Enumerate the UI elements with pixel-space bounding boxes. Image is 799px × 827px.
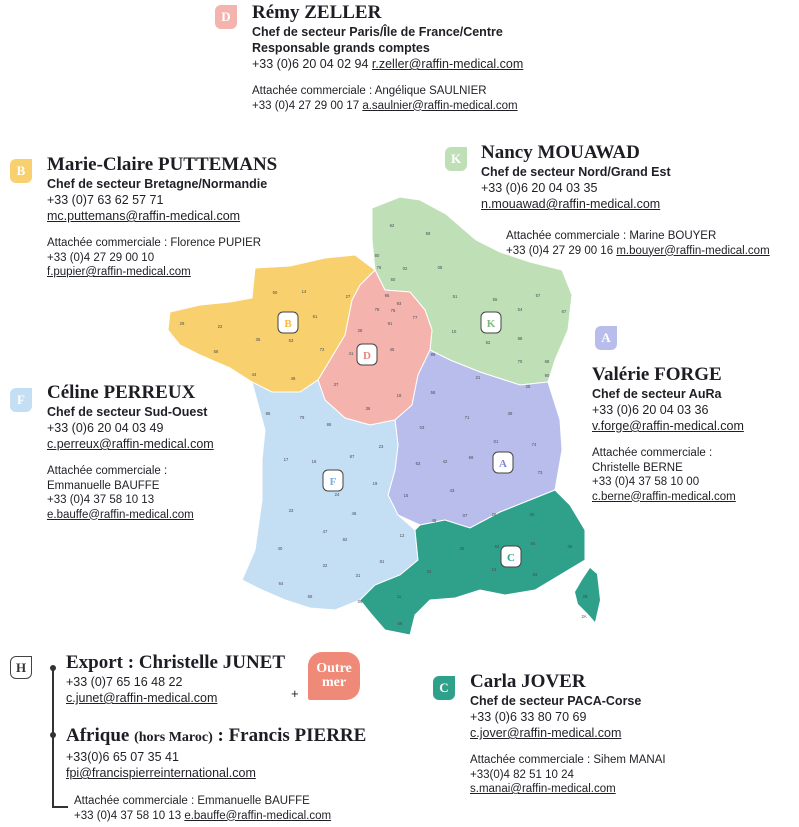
assistant-email-link[interactable]: e.bauffe@raffin-medical.com [47, 508, 194, 521]
contact-nancy [481, 142, 671, 212]
department-label: 70 [517, 359, 523, 364]
map-badge-k [481, 312, 501, 333]
department-label: 16 [311, 459, 317, 464]
contact-celine [47, 382, 214, 522]
department-label: 55 [492, 297, 498, 302]
assistant-phone: +33 (0)4 27 29 00 17 [252, 99, 360, 112]
department-label: 10 [451, 329, 457, 334]
assistant-name: Emmanuelle BAUFFE [47, 479, 160, 492]
department-label: 34 [426, 569, 432, 574]
department-label: 62 [389, 223, 395, 228]
department-label: 2B [582, 594, 588, 599]
assistant-name: Attachée commerciale : Sihem MANAI [470, 754, 666, 766]
department-label: 58 [430, 390, 436, 395]
email-link[interactable]: mc.puttemans@raffin-medical.com [47, 209, 241, 223]
assistant-phone: +33 (0)4 27 29 00 10 [47, 251, 155, 264]
department-label: 66 [397, 621, 403, 626]
email-link[interactable]: r.zeller@raffin-medical.com [371, 57, 524, 71]
department-label: 40 [277, 546, 283, 551]
department-label: 24 [334, 492, 340, 497]
badge-a: A [595, 326, 617, 350]
department-label: 06 [567, 544, 573, 549]
department-label: 52 [485, 340, 491, 345]
department-label: 73 [537, 470, 543, 475]
department-label: 41 [348, 351, 354, 356]
department-label: 49 [290, 376, 296, 381]
department-label: 01 [493, 439, 499, 444]
department-label: 68 [544, 359, 550, 364]
department-label: 72 [319, 347, 325, 352]
department-label: 03 [419, 425, 425, 430]
department-label: 93 [396, 301, 402, 306]
svg-text:C: C [507, 552, 515, 564]
department-label: 76 [376, 265, 382, 270]
department-label: 67 [561, 309, 567, 314]
department-label: 88 [517, 336, 523, 341]
assistant-email-link[interactable]: e.bauffe@raffin-medical.com [184, 809, 332, 822]
department-label: 82 [342, 537, 348, 542]
department-label: 54 [517, 307, 523, 312]
contact-role-2: Responsable grands comptes [252, 41, 430, 55]
plus-sign: + [291, 686, 299, 701]
department-label: 80 [374, 253, 380, 258]
department-label: 64 [278, 581, 284, 586]
department-label: 71 [464, 415, 470, 420]
department-label: 86 [326, 422, 332, 427]
department-label: 11 [396, 594, 402, 599]
contact-name: Afrique (hors Maroc) : Francis PIERRE [66, 725, 367, 746]
bracket-foot [52, 806, 68, 808]
badge-d: D [215, 5, 237, 29]
assistant-phone: +33 (0)4 37 58 10 13 [47, 494, 155, 506]
department-label: 59 [425, 231, 431, 236]
department-label: 02 [402, 266, 408, 271]
assistant-afrique [74, 794, 331, 823]
department-label: 87 [349, 454, 355, 459]
outre-mer-line-2: mer [321, 675, 347, 690]
assistant-phone: +33 (0)4 27 29 00 16 [506, 244, 614, 257]
department-label: 08 [437, 265, 443, 270]
assistant-email-link[interactable]: c.berne@raffin-medical.com [592, 490, 736, 503]
department-label: 79 [299, 415, 305, 420]
department-label: 74 [531, 442, 537, 447]
badge-c: C [433, 676, 455, 700]
department-label: 50 [272, 290, 278, 295]
department-label: 44 [251, 372, 257, 377]
department-label: 22 [217, 324, 223, 329]
badge-f: F [10, 388, 32, 412]
department-label: 18 [396, 393, 402, 398]
email-link[interactable]: c.jover@raffin-medical.com [470, 726, 622, 740]
department-label: 36 [365, 406, 371, 411]
department-label: 89 [430, 352, 436, 357]
svg-text:K: K [486, 318, 496, 330]
department-label: 15 [403, 493, 409, 498]
svg-text:D: D [363, 350, 371, 362]
svg-text:B: B [284, 318, 292, 330]
email-link[interactable]: c.perreux@raffin-medical.com [47, 437, 214, 451]
department-label: 61 [312, 314, 318, 319]
department-label: 32 [322, 563, 328, 568]
email-link[interactable]: c.junet@raffin-medical.com [66, 691, 218, 705]
department-label: 39 [507, 411, 513, 416]
department-label: 78 [374, 307, 380, 312]
svg-text:A: A [499, 458, 507, 470]
department-label: 23 [378, 444, 384, 449]
department-label: 85 [265, 411, 271, 416]
contact-name: Marie-Claire PUTTEMANS [47, 154, 278, 175]
map-badge-c [501, 546, 521, 567]
department-label: 12 [399, 533, 405, 538]
contact-name: Rémy ZELLER [252, 2, 382, 23]
department-label: 29 [179, 321, 185, 326]
phone: +33 (0)6 20 04 03 49 [47, 421, 164, 435]
assistant-line [506, 244, 770, 259]
contact-marie [47, 154, 277, 280]
department-label: 35 [255, 337, 261, 342]
svg-text:F: F [329, 476, 337, 488]
outre-mer-line-1: Outre [316, 661, 352, 676]
department-label: 42 [442, 459, 448, 464]
contact-carla [470, 671, 666, 797]
contact-valerie [592, 364, 744, 504]
department-label: 51 [452, 294, 458, 299]
phone: +33 (0)6 20 04 02 94 [252, 57, 369, 71]
department-label: 46 [351, 511, 357, 516]
department-label: 81 [379, 559, 385, 564]
department-label: 47 [322, 529, 328, 534]
department-label: 75 [390, 308, 396, 313]
outre-mer-badge [308, 652, 360, 700]
assistant-name: Attachée commerciale : Angélique SAULNIER [252, 85, 487, 97]
contact-role: Chef de secteur PACA-Corse [470, 694, 642, 708]
assistant-name: Attachée commerciale : Emmanuelle BAUFFE [74, 795, 310, 807]
department-label: 09 [357, 599, 363, 604]
assistant-label: Attachée commerciale : [47, 465, 168, 477]
department-label: 56 [213, 349, 219, 354]
department-label: 45 [389, 347, 395, 352]
contact-name: Céline PERREUX [47, 382, 196, 403]
department-label: 84 [494, 544, 500, 549]
department-label: 19 [372, 481, 378, 486]
badge-h: H [10, 656, 32, 679]
assistant-line [252, 99, 523, 114]
department-label: 27 [345, 294, 351, 299]
assistant-email-link[interactable]: m.bouyer@raffin-medical.com [616, 244, 770, 257]
contact-name: Carla JOVER [470, 671, 586, 692]
department-label: 2A [581, 614, 587, 619]
department-label: 14 [301, 289, 307, 294]
department-label: 26 [491, 512, 497, 517]
map-badge-a [493, 452, 513, 473]
phone: +33 (0)6 20 04 03 36 [592, 403, 709, 417]
department-label: 05 [529, 512, 535, 517]
contact-name: Nancy MOUAWAD [481, 142, 640, 163]
department-label: 17 [283, 457, 289, 462]
department-label: 90 [544, 373, 550, 378]
department-label: 04 [530, 541, 536, 546]
department-label: 95 [384, 293, 390, 298]
assistant-name: Christelle BERNE [592, 461, 683, 474]
map-badge-d [357, 344, 377, 365]
department-label: 48 [431, 518, 437, 523]
phone: +33 (0)7 65 16 48 22 [66, 675, 183, 689]
department-label: 13 [491, 567, 497, 572]
contact-export [66, 652, 285, 706]
department-label: 57 [535, 293, 541, 298]
assistant-nancy [506, 229, 770, 258]
contact-role: Chef de secteur AuRa [592, 387, 722, 401]
contact-role: Chef de secteur Nord/Grand Est [481, 165, 671, 179]
department-label: 30 [459, 546, 465, 551]
department-label: 65 [307, 594, 313, 599]
badge-k: K [445, 147, 467, 171]
assistant-email-link[interactable]: f.pupier@raffin-medical.com [47, 266, 191, 278]
assistant-name: Attachée commerciale : Marine BOUYER [506, 230, 717, 242]
assistant-phone: +33 (0)4 37 58 10 13 [74, 809, 182, 822]
phone: +33 (0)6 33 80 70 69 [470, 710, 587, 724]
department-label: 77 [412, 315, 418, 320]
phone: +33 (0)6 20 04 03 35 [481, 181, 598, 195]
bullet-dot [50, 732, 56, 738]
department-label: 43 [449, 488, 455, 493]
assistant-line [74, 809, 331, 824]
assistant-email-link[interactable]: s.manai@raffin-medical.com [470, 783, 616, 795]
email-link[interactable]: n.mouawad@raffin-medical.com [481, 197, 661, 211]
assistant-label: Attachée commerciale : [592, 447, 713, 459]
department-label: 83 [532, 572, 538, 577]
department-label: 37 [333, 382, 339, 387]
phone: +33 (0)7 63 62 57 71 [47, 193, 164, 207]
department-label: 60 [390, 277, 396, 282]
department-label: 33 [288, 508, 294, 513]
department-label: 21 [475, 375, 481, 380]
bullet-dot [50, 665, 56, 671]
assistant-phone: +33 (0)4 37 58 10 00 [592, 476, 700, 488]
department-label: 91 [387, 321, 393, 326]
department-label: 53 [288, 338, 294, 343]
contact-role: Chef de secteur Bretagne/Normandie [47, 177, 268, 191]
contact-name: Valérie FORGE [592, 364, 722, 385]
contact-role: Chef de secteur Paris/Île de France/Centre [252, 25, 503, 39]
assistant-phone: +33(0)4 82 51 10 24 [470, 768, 574, 781]
contact-name: Export : Christelle JUNET [66, 652, 286, 673]
contact-line [252, 56, 523, 72]
department-label: 69 [468, 455, 474, 460]
department-label: 63 [415, 461, 421, 466]
assistant-name: Attachée commerciale : Florence PUPIER [47, 237, 262, 249]
department-label: 25 [525, 384, 531, 389]
map-badge-b [278, 312, 298, 333]
department-label: 28 [357, 328, 363, 333]
contact-afrique [66, 725, 366, 781]
contact-remy [252, 2, 523, 113]
phone: +33(0)6 65 07 35 41 [66, 750, 179, 764]
department-label: 07 [462, 513, 468, 518]
assistant-email-link[interactable]: a.saulnier@raffin-medical.com [362, 99, 518, 112]
email-link[interactable]: fpi@francispierreinternational.com [66, 766, 256, 780]
badge-b: B [10, 159, 32, 183]
email-link[interactable]: v.forge@raffin-medical.com [592, 419, 744, 433]
contact-role: Chef de secteur Sud-Ouest [47, 405, 208, 419]
department-label: 31 [355, 573, 361, 578]
map-badge-f [323, 470, 343, 491]
